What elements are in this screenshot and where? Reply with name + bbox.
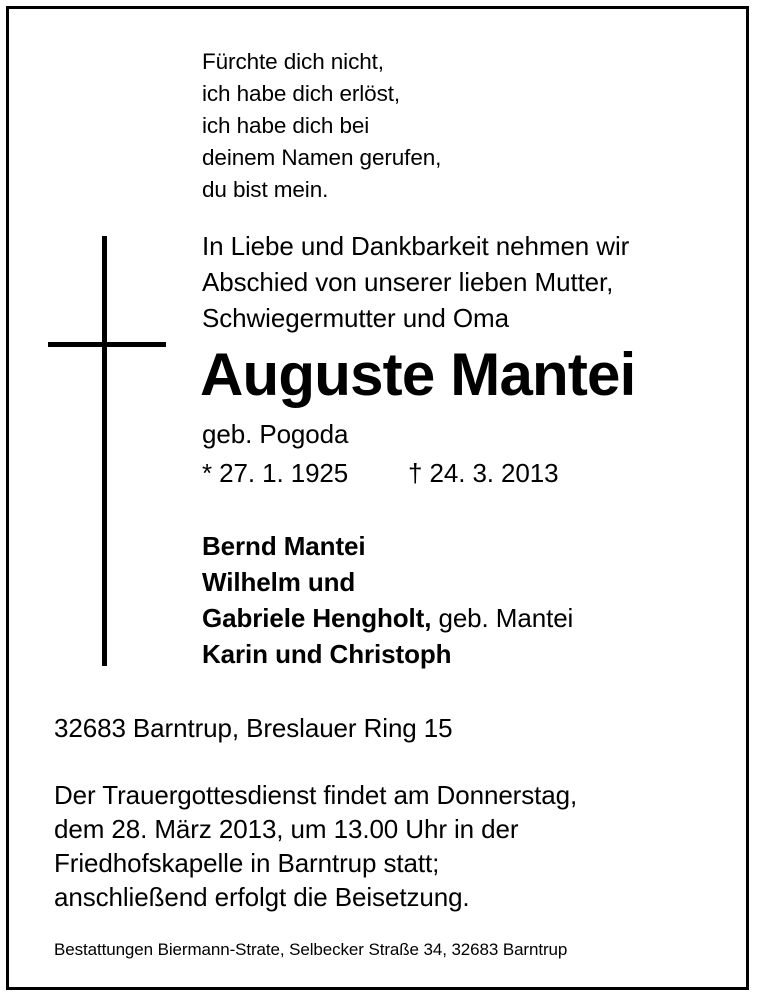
intro-line: Schwiegermutter und Oma [202, 303, 509, 333]
funeral-home-footer: Bestattungen Biermann-Strate, Selbecker Straße 34, 32683 Barntrup [54, 940, 568, 959]
intro-line: Abschied von unserer lieben Mutter, [202, 267, 614, 297]
deceased-name: Auguste Mantei [200, 341, 636, 408]
birth-date: * 27. 1. 1925 [202, 458, 349, 488]
farewell-intro [202, 228, 629, 336]
mourner-name-bold: Gabriele Hengholt, [202, 603, 432, 633]
intro-line: In Liebe und Dankbarkeit nehmen wir [202, 231, 630, 261]
cross-vertical-bar [102, 236, 107, 666]
service-line: anschließend erfolgt die Beisetzung. [54, 882, 470, 912]
verse-line: du bist mein. [202, 177, 329, 202]
cross-horizontal-bar [48, 342, 166, 347]
verse-line: ich habe dich erlöst, [202, 81, 401, 106]
death-date: † 24. 3. 2013 [408, 458, 559, 488]
mourner-name-bold: Wilhelm und [202, 567, 356, 597]
mourner-name [202, 600, 573, 636]
mourner-name-bold: Karin und Christoph [202, 639, 452, 669]
service-line: Friedhofskapelle in Barntrup statt; [54, 848, 440, 878]
verse-line: ich habe dich bei [202, 113, 370, 138]
service-line: Der Trauergottesdienst findet am Donnerstag, [54, 780, 578, 810]
service-details [54, 778, 577, 914]
mourner-name [202, 528, 573, 564]
bible-verse [202, 46, 441, 206]
family-address: 32683 Barntrup, Breslauer Ring 15 [54, 713, 453, 743]
mourner-maiden-note: geb. Mantei [431, 603, 574, 633]
maiden-name: geb. Pogoda [202, 419, 349, 449]
mourners-list [202, 528, 573, 672]
verse-line: deinem Namen gerufen, [202, 145, 442, 170]
mourner-name-bold: Bernd Mantei [202, 531, 366, 561]
mourner-name [202, 636, 573, 672]
verse-line: Fürchte dich nicht, [202, 49, 384, 74]
mourner-name [202, 564, 573, 600]
service-line: dem 28. März 2013, um 13.00 Uhr in der [54, 814, 519, 844]
